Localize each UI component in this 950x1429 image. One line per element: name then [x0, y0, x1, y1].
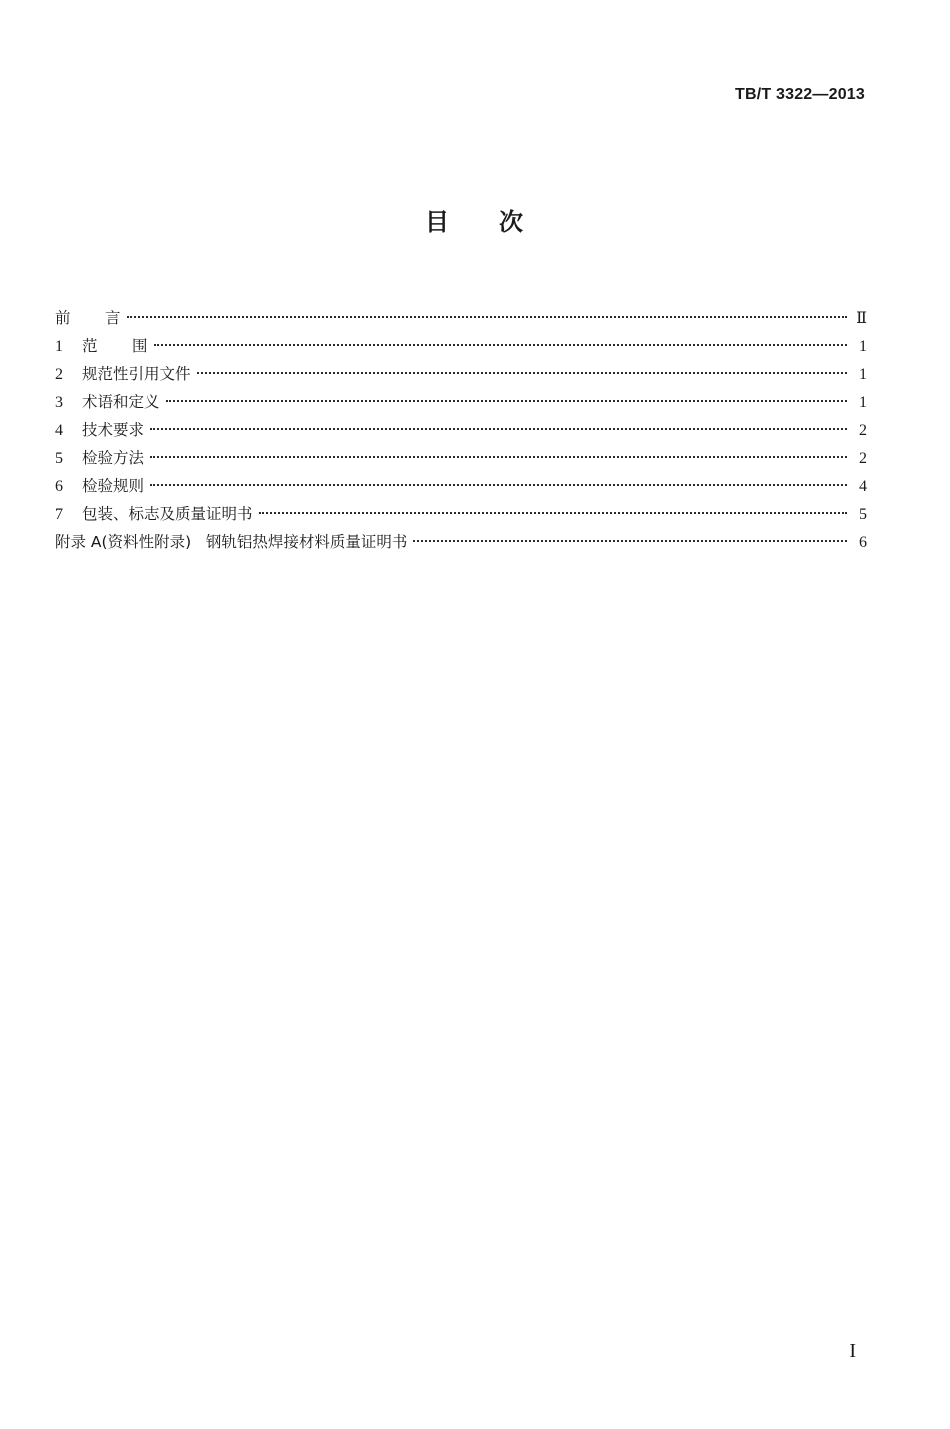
- toc-entry-label: 技术要求: [82, 421, 145, 439]
- toc-leader-dots: [154, 344, 848, 346]
- toc-entry-page: Ⅱ: [856, 310, 867, 327]
- toc-entry-technical-requirements[interactable]: [55, 416, 867, 444]
- toc-entry-page: 1: [859, 394, 867, 411]
- toc-entry-label: 检验方法: [82, 449, 145, 467]
- toc-entry-page: 5: [859, 506, 867, 523]
- toc-leader-dots: [197, 372, 847, 374]
- toc-entry-label: 包装、标志及质量证明书: [82, 505, 253, 523]
- title-char-1: 目: [425, 208, 451, 236]
- standard-number: TB/T 3322—2013: [735, 86, 865, 103]
- toc-leader-dots: [413, 540, 847, 542]
- toc-entry-page: 4: [859, 478, 867, 495]
- toc-entry-number: 2: [55, 366, 63, 383]
- toc-entry-label: 附录 A(资料性附录) 钢轨铝热焊接材料质量证明书: [55, 533, 408, 551]
- table-of-contents: [55, 304, 867, 556]
- toc-entry-terms-definitions[interactable]: [55, 388, 867, 416]
- toc-entry-page: 1: [859, 338, 867, 355]
- toc-entry-test-methods[interactable]: [55, 444, 867, 472]
- toc-entry-number: 7: [55, 506, 63, 523]
- toc-entry-page: 2: [859, 422, 867, 439]
- toc-entry-inspection-rules[interactable]: [55, 472, 867, 500]
- toc-entry-number: 6: [55, 478, 63, 495]
- toc-entry-page: 6: [859, 534, 867, 551]
- toc-entry-label: 检验规则: [82, 477, 145, 495]
- toc-entry-number: 5: [55, 450, 63, 467]
- toc-leader-dots: [166, 400, 847, 402]
- toc-entry-packaging-marking[interactable]: [55, 500, 867, 528]
- toc-entry-label: 术语和定义: [82, 393, 160, 411]
- toc-entry-page: 1: [859, 366, 867, 383]
- toc-entry-label: 前 言: [55, 309, 121, 327]
- toc-entry-label: 规范性引用文件: [82, 365, 191, 383]
- toc-entry-page: 2: [859, 450, 867, 467]
- toc-entry-scope[interactable]: [55, 332, 867, 360]
- toc-entry-annex-a[interactable]: [55, 528, 867, 556]
- title-char-2: 次: [499, 208, 525, 236]
- toc-leader-dots: [259, 512, 847, 514]
- toc-entry-number: 3: [55, 394, 63, 411]
- toc-leader-dots: [127, 316, 848, 318]
- toc-entry-number: 4: [55, 422, 63, 439]
- toc-entry-foreword[interactable]: [55, 304, 867, 332]
- page-number: I: [849, 1340, 856, 1362]
- page-title: [0, 202, 950, 237]
- toc-leader-dots: [150, 428, 847, 430]
- toc-entry-normative-references[interactable]: [55, 360, 867, 388]
- toc-leader-dots: [150, 484, 847, 486]
- toc-entry-number: 1: [55, 338, 63, 355]
- toc-entry-label: 范 围: [82, 337, 148, 355]
- toc-leader-dots: [150, 456, 847, 458]
